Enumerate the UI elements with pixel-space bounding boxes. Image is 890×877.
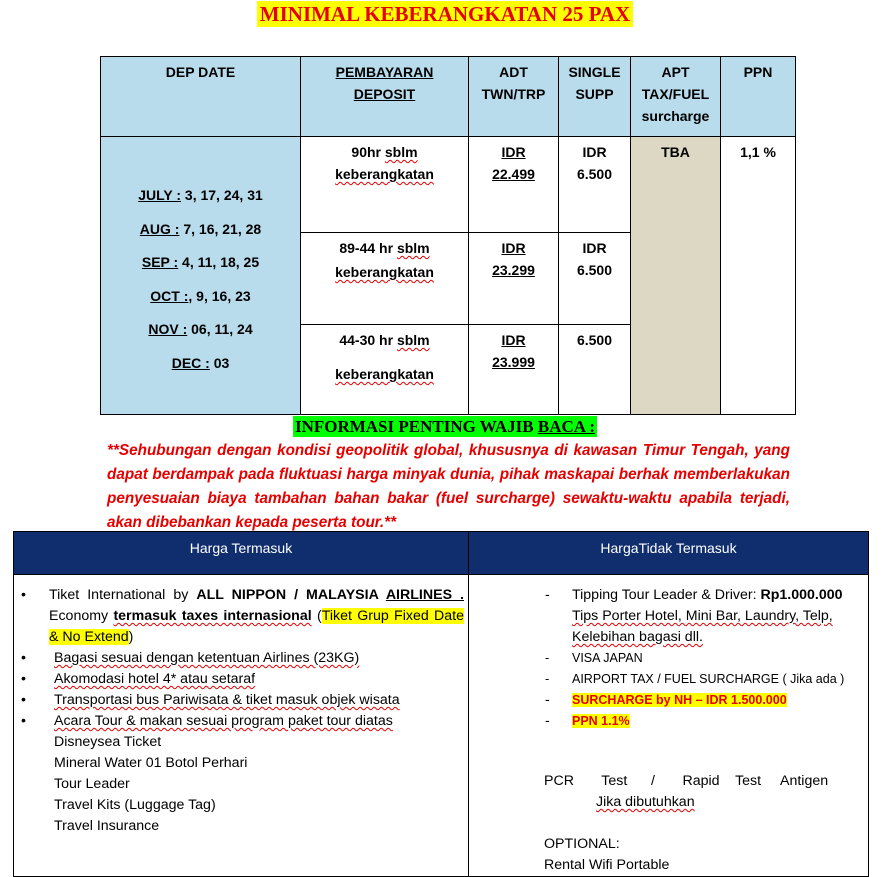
single-supp-cell: IDR 6.500: [559, 137, 631, 233]
departure-dates-cell: [101, 137, 301, 415]
included-cell: [14, 575, 469, 877]
payment-cell: 89-44 hr sblm keberangkatan: [301, 233, 469, 325]
pcr-note: Jika dibutuhkan: [596, 794, 695, 810]
included-list: [14, 585, 468, 732]
date-line: SEP : 4, 11, 18, 25: [141, 254, 260, 270]
apt-tax-cell: TBA: [631, 137, 721, 415]
adt-header: ADT TWN/TRP: [469, 57, 559, 137]
single-supp-header: SINGLE SUPP: [559, 57, 631, 137]
inclusions-table: [13, 531, 869, 877]
dep-date-header: DEP DATE: [101, 57, 301, 137]
date-line: OCT :, 9, 16, 23: [150, 287, 251, 304]
single-supp-cell: 6.500: [559, 325, 631, 415]
list-item: • Bagasi sesuai dengan ketentuan Airlines (23KG): [14, 648, 468, 669]
optional-item: Rental Wifi Portable: [544, 857, 670, 873]
fuel-surcharge-notice: **Sehubungan dengan kondisi geopolitik global, khususnya di kawasan Timur Tengah, yang dapat berdampak pada fluktuasi harga minyak dunia, pihak maskapai berhak memberlakukan penyesuaian biaya tambahan bahan bakar (fuel surcharge) sewaktu-waktu apabila terjadi, akan dibebankan kepada peserta tour.**: [107, 442, 790, 531]
date-line: NOV : 06, 11, 24: [148, 321, 253, 337]
included-extra: Mineral Water 01 Botol Perhari: [54, 755, 248, 771]
excluded-header: HargaTidak Termasuk: [469, 532, 869, 575]
ppn-cell: 1,1 %: [721, 137, 796, 415]
list-item: • Tiket International by ALL NIPPON / MALAYSIA AIRLINES . Economy termasuk taxes internasional (Tiket Grup Fixed Date & No Extend): [14, 585, 468, 648]
list-item: • Acara Tour & makan sesuai program paket tour diatas: [14, 711, 468, 732]
list-item: • Akomodasi hotel 4* atau setaraf: [14, 669, 468, 690]
list-item: - VISA JAPAN: [469, 648, 868, 669]
pcr-test-line: PCR Test / Rapid Test Antigen: [544, 773, 829, 789]
adt-price-cell: IDR 23.999: [469, 325, 559, 415]
excluded-list: [469, 585, 868, 732]
single-supp-cell: IDR 6.500: [559, 233, 631, 325]
included-extra: Travel Kits (Luggage Tag): [54, 797, 216, 813]
list-item: - Tipping Tour Leader & Driver: Rp1.000.000 Tips Porter Hotel, Mini Bar, Laundry, Telp, Kelebihan bagasi dll.: [469, 585, 868, 648]
included-extra: Travel Insurance: [54, 818, 160, 834]
price-row: [101, 137, 796, 233]
excluded-cell: [469, 575, 869, 877]
payment-header: PEMBAYARAN DEPOSIT: [301, 57, 469, 137]
date-line: DEC : 03: [171, 354, 230, 371]
adt-price-cell: IDR 22.499: [469, 137, 559, 233]
page-title: MINIMAL KEBERANGKATAN 25 PAX: [257, 1, 633, 27]
important-info-heading: INFORMASI PENTING WAJIB BACA :: [294, 417, 596, 436]
payment-cell: 90hr sblm keberangkatan: [301, 137, 469, 233]
price-table: [100, 56, 796, 415]
price-table-header-row: [101, 57, 796, 137]
included-extra: Disneysea Ticket: [54, 734, 162, 750]
date-line: AUG : 7, 16, 21, 28: [139, 220, 262, 237]
apt-tax-header: APT TAX/FUEL surcharge: [631, 57, 721, 137]
date-line: JULY : 3, 17, 24, 31: [138, 187, 263, 203]
payment-cell: 44-30 hr sblm keberangkatan: [301, 325, 469, 415]
ppn-header: PPN: [721, 57, 796, 137]
included-extra: Tour Leader: [54, 776, 130, 792]
included-header: Harga Termasuk: [14, 532, 469, 575]
list-item: - PPN 1.1%: [469, 711, 868, 732]
list-item: • Transportasi bus Pariwisata & tiket masuk objek wisata: [14, 690, 468, 711]
optional-label: OPTIONAL:: [544, 836, 620, 852]
adt-price-cell: IDR 23.299: [469, 233, 559, 325]
list-item: - AIRPORT TAX / FUEL SURCHARGE ( Jika ada ): [469, 669, 868, 690]
list-item: - SURCHARGE by NH – IDR 1.500.000: [469, 690, 868, 711]
